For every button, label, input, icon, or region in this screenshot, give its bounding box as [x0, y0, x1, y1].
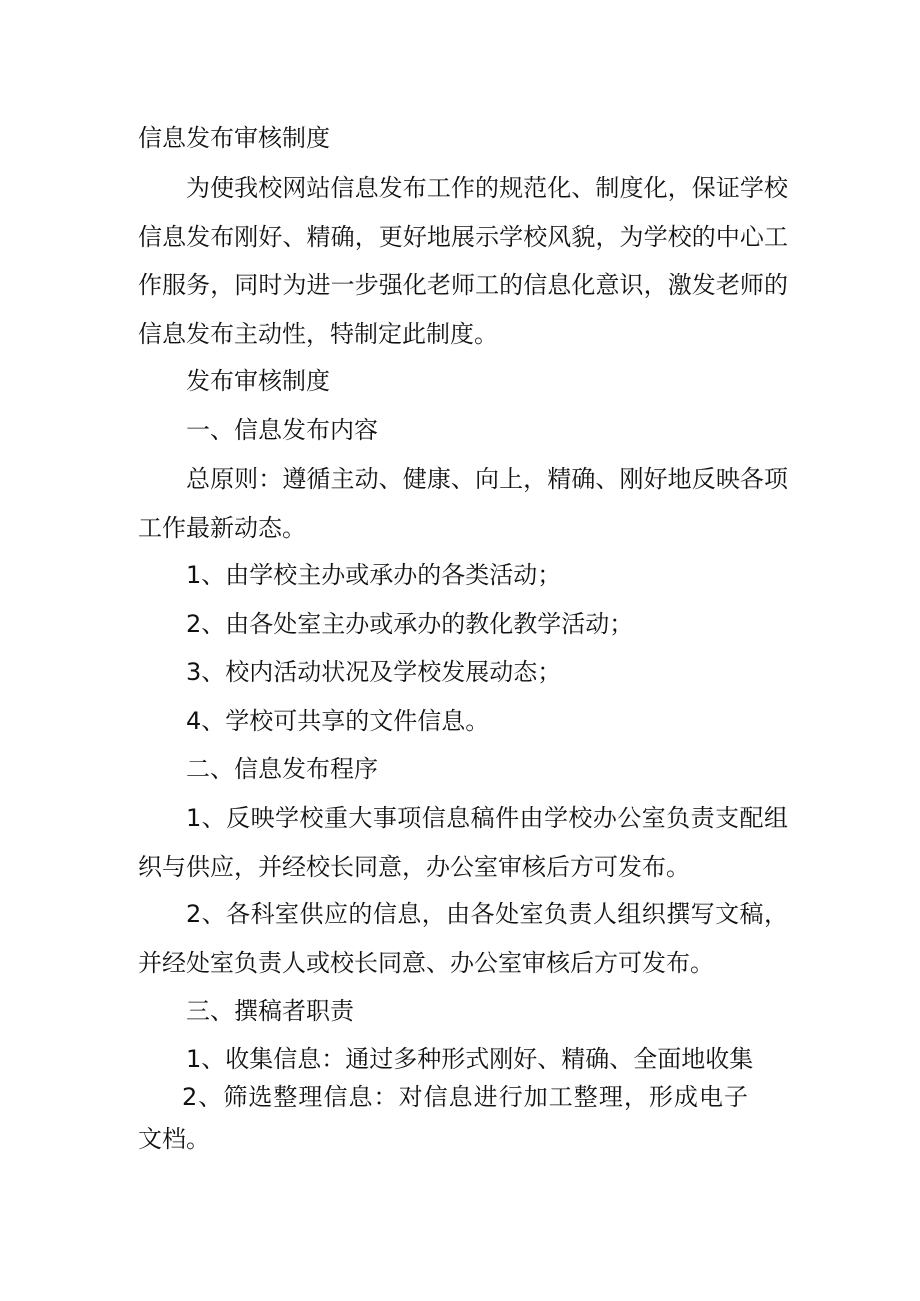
section-heading-procedure: 二、信息发布程序 [186, 755, 378, 783]
list-item: 3、校内活动状况及学校发展动态； [186, 658, 562, 686]
intro-paragraph: 为使我校网站信息发布工作的规范化、制度化，保证学校信息发布刚好、精确，更好地展示学校风貌，为学校的中心工作服务，同时为进一步强化老师工的信息化意识，激发老师的信息发布主动性，特制定此制度。 [138, 174, 788, 348]
section-heading-content: 一、信息发布内容 [186, 416, 378, 444]
procedure-item: 1、反映学校重大事项信息稿件由学校办公室负责支配组织与供应，并经校长同意，办公室审核后方可发布。 [138, 804, 788, 881]
section-heading-duties: 三、撰稿者职责 [186, 997, 354, 1025]
general-principle: 总原则：遵循主动、健康、向上，精确、刚好地反映各项工作最新动态。 [138, 465, 788, 542]
list-item: 4、学校可共享的文件信息。 [186, 707, 490, 735]
document-title: 信息发布审核制度 [138, 124, 330, 152]
duty-item: 2、筛选整理信息：对信息进行加工整理，形成电子文档。 [138, 1083, 748, 1153]
procedure-item: 2、各科室供应的信息，由各处室负责人组织撰写文稿，并经处室负责人或校长同意、办公室审核后方可发布。 [138, 900, 788, 977]
duty-item: 1、收集信息：通过多种形式刚好、精确、全面地收集 [186, 1045, 754, 1073]
list-item: 1、由学校主办或承办的各类活动； [186, 561, 562, 589]
main-heading: 发布审核制度 [186, 367, 330, 395]
list-item: 2、由各处室主办或承办的教化教学活动； [186, 610, 634, 638]
